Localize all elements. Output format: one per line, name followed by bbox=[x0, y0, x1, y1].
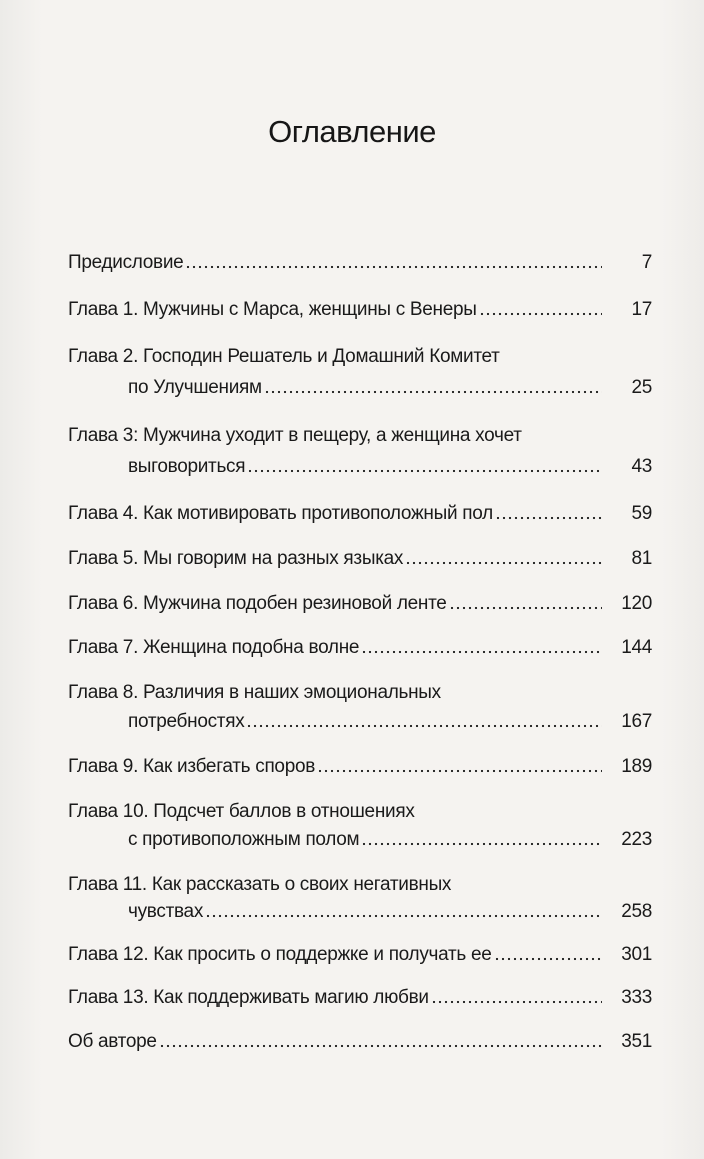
toc-entry-title: Глава 1. Мужчины с Марса, женщины с Венеры bbox=[68, 299, 477, 320]
dot-leader bbox=[264, 389, 602, 395]
toc-entry-chapter-12[interactable] bbox=[68, 942, 652, 968]
toc-entry-title: Глава 11. Как рассказать о своих негативных bbox=[68, 874, 452, 895]
toc-entry-chapter-1[interactable] bbox=[68, 297, 652, 323]
dot-leader bbox=[479, 311, 602, 317]
toc-entry-title: Глава 7. Женщина подобна волне bbox=[68, 637, 360, 658]
toc-entry-title-cont: потребностях bbox=[128, 711, 245, 732]
dot-leader bbox=[246, 723, 602, 729]
toc-entry-chapter-10-cont[interactable] bbox=[128, 827, 652, 853]
toc-entry-title: Глава 4. Как мотивировать противоположный пол bbox=[68, 503, 493, 524]
toc-page-number: 81 bbox=[631, 548, 652, 569]
dot-leader bbox=[361, 841, 602, 847]
toc-entry-chapter-8-cont[interactable] bbox=[128, 709, 652, 735]
toc-entry-title: Глава 12. Как просить о поддержке и получать ее bbox=[68, 944, 492, 965]
toc-entry-chapter-6[interactable] bbox=[68, 591, 652, 617]
toc-entry-preface[interactable] bbox=[68, 250, 652, 276]
toc-entry-chapter-10[interactable] bbox=[68, 799, 652, 825]
toc-entry-chapter-11[interactable] bbox=[68, 872, 652, 898]
toc-page-number: 333 bbox=[621, 987, 652, 1008]
toc-page-number: 189 bbox=[621, 756, 652, 777]
toc-entry-about-author[interactable] bbox=[68, 1029, 652, 1055]
toc-entry-title-cont: чувствах bbox=[128, 901, 204, 922]
page-title: Оглавление bbox=[268, 114, 436, 149]
toc-entry-chapter-3-cont[interactable] bbox=[128, 454, 652, 480]
toc-page-number: 59 bbox=[631, 503, 652, 524]
toc-entry-title: Глава 13. Как поддерживать магию любви bbox=[68, 987, 429, 1008]
dot-leader bbox=[361, 649, 602, 655]
toc-page-number: 301 bbox=[621, 944, 652, 965]
toc-entry-chapter-3[interactable] bbox=[68, 423, 652, 449]
toc-page-number: 43 bbox=[631, 456, 652, 477]
toc-entry-chapter-4[interactable] bbox=[68, 501, 652, 527]
toc-entry-title: Глава 2. Господин Решатель и Домашний Комитет bbox=[68, 346, 500, 367]
toc-entry-title: Глава 10. Подсчет баллов в отношениях bbox=[68, 801, 415, 822]
toc-page-number: 258 bbox=[621, 901, 652, 922]
toc-page-number: 7 bbox=[641, 252, 652, 273]
toc-page-number: 223 bbox=[621, 829, 652, 850]
toc-entry-title: Глава 8. Различия в наших эмоциональных bbox=[68, 682, 441, 703]
toc-page-number: 144 bbox=[621, 637, 652, 658]
dot-leader bbox=[494, 956, 603, 962]
toc-entry-title: Предисловие bbox=[68, 252, 184, 273]
toc-entry-chapter-2-cont[interactable] bbox=[128, 375, 652, 401]
toc-page-number: 25 bbox=[631, 377, 652, 398]
toc-page-number: 17 bbox=[631, 299, 652, 320]
toc-entry-chapter-2[interactable] bbox=[68, 344, 652, 370]
toc-entry-title: Об авторе bbox=[68, 1031, 157, 1052]
toc-entry-chapter-8[interactable] bbox=[68, 680, 652, 706]
dot-leader bbox=[205, 913, 602, 919]
dot-leader bbox=[431, 999, 602, 1005]
toc-entry-chapter-9[interactable] bbox=[68, 754, 652, 780]
toc-entry-title: Глава 3: Мужчина уходит в пещеру, а женщина хочет bbox=[68, 425, 522, 446]
toc-entry-chapter-11-cont[interactable] bbox=[128, 899, 652, 925]
toc-entry-chapter-5[interactable] bbox=[68, 546, 652, 572]
toc-page-number: 351 bbox=[621, 1031, 652, 1052]
toc-entry-title-cont: с противоположным полом bbox=[128, 829, 360, 850]
toc-entry-chapter-7[interactable] bbox=[68, 635, 652, 661]
toc-entry-title-cont: по Улучшениям bbox=[128, 377, 262, 398]
toc-entry-title: Глава 9. Как избегать споров bbox=[68, 756, 316, 777]
toc-page-number: 120 bbox=[621, 593, 652, 614]
dot-leader bbox=[449, 605, 602, 611]
dot-leader bbox=[159, 1043, 602, 1049]
toc-entry-title-cont: выговориться bbox=[128, 456, 246, 477]
dot-leader bbox=[405, 560, 602, 566]
dot-leader bbox=[317, 768, 602, 774]
dot-leader bbox=[495, 515, 602, 521]
toc-entry-chapter-13[interactable] bbox=[68, 985, 652, 1011]
dot-leader bbox=[247, 468, 602, 474]
toc-page-number: 167 bbox=[621, 711, 652, 732]
dot-leader bbox=[185, 264, 602, 270]
toc-entry-title: Глава 6. Мужчина подобен резиновой ленте bbox=[68, 593, 447, 614]
toc-entry-title: Глава 5. Мы говорим на разных языках bbox=[68, 548, 404, 569]
